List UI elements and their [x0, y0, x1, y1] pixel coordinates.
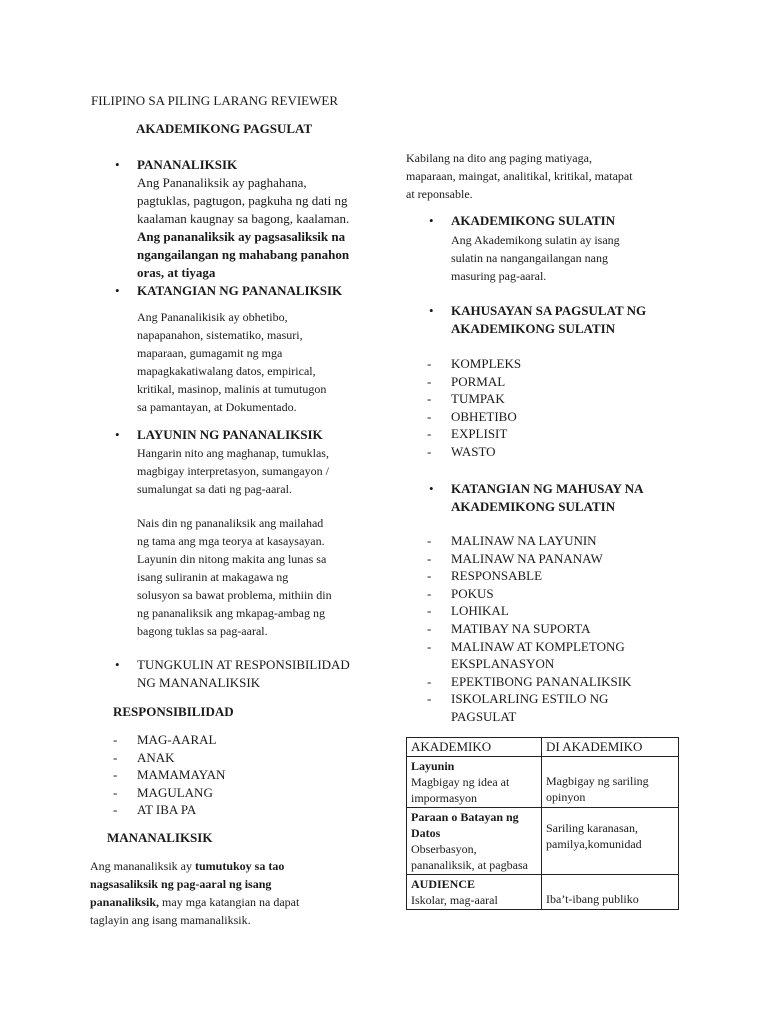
mananaliksik-heading: MANANALIKSIK [107, 830, 213, 845]
text-line: ng tama ang mga teorya at kasaysayan. [137, 534, 325, 548]
list-item: - EPEKTIBONG PANANALIKSIK [427, 673, 632, 689]
text-line: masuring pag-aaral. [451, 269, 547, 283]
text-line: Hangarin nito ang maghanap, tumuklas, [137, 446, 329, 460]
table-cell [542, 875, 679, 910]
row-label: Layunin [411, 759, 455, 773]
kahusayan-list [427, 355, 677, 461]
bullet-icon: • [429, 303, 434, 318]
text-line: AKADEMIKONG SULATIN [451, 499, 616, 514]
list-item: - TUMPAK [427, 391, 505, 407]
table-cell [407, 757, 542, 808]
bullet-icon: • [429, 213, 434, 228]
mananaliksik-text [90, 857, 380, 929]
row-label: Paraan o Batayan ng Datos [411, 810, 519, 840]
list-item: - ANAK [113, 749, 175, 765]
katangian-mahusay-list [427, 532, 677, 726]
list-item: - MALINAW NA LAYUNIN [427, 533, 597, 548]
table-row [407, 875, 679, 910]
pananaliksik-text [137, 174, 377, 282]
text-line: maparaan, gumagamit ng mga [137, 346, 283, 360]
katangian-mahusay-heading [451, 480, 691, 516]
layunin-heading: LAYUNIN NG PANANALIKSIK [137, 427, 323, 442]
bullet-icon: • [115, 427, 120, 442]
cell-text: Iskolar, mag-aaral [411, 893, 498, 907]
table-row [407, 757, 679, 808]
table-header-row [407, 738, 679, 757]
list-item: - MATIBAY NA SUPORTA [427, 620, 591, 636]
list-item-continuation: PAGSULAT [451, 708, 517, 724]
list-item: - WASTO [427, 443, 496, 459]
row-label: AUDIENCE [411, 877, 476, 891]
cell-text: Magbigay ng sariling opinyon [546, 774, 649, 804]
section-title: AKADEMIKONG PAGSULAT [136, 121, 313, 136]
tungkulin-heading [137, 656, 377, 692]
list-item: - MAG-AARAL [113, 732, 217, 747]
cell-text: Iba’t-ibang publiko [546, 892, 639, 906]
text-line: Layunin din nitong makita ang lunas sa [137, 552, 327, 566]
bullet-icon: • [115, 657, 120, 672]
cell-text: Magbigay ng idea at impormasyon [411, 775, 510, 805]
text-line: magbigay interpretasyon, sumangayon / [137, 464, 329, 478]
text-line: sulatin na nangangailangan nang [451, 251, 608, 265]
text-line: Ang Akademikong sulatin ay isang [451, 233, 620, 247]
text-line: pananaliksik, may mga katangian na dapat [90, 895, 300, 909]
text-line: taglayin ang isang mamanaliksik. [90, 913, 251, 927]
cell-text: Sariling karanasan, pamilya,komunidad [546, 821, 642, 851]
text-line: isang suliranin at makagawa ng [137, 570, 289, 584]
responsibilidad-heading: RESPONSIBILIDAD [113, 704, 234, 719]
katangian-text [137, 308, 377, 416]
table-header-cell: AKADEMIKO [407, 738, 542, 757]
text-line: KATANGIAN NG MAHUSAY NA [451, 481, 644, 496]
text-line: Nais din ng pananaliksik ang mailahad [137, 516, 324, 530]
layunin-text-2 [137, 514, 377, 640]
table-cell [542, 757, 679, 808]
text-line: AKADEMIKONG SULATIN [451, 321, 616, 336]
text-line: nagsasaliksik ng pag-aaral ng isang [90, 877, 272, 891]
text-line: mapagkakatiwalang datos, empirical, [137, 364, 316, 378]
text-line: bagong tuklas sa pag-aaral. [137, 624, 268, 638]
text-line: solusyon sa bawat problema, mithiin din [137, 588, 332, 602]
kahusayan-heading [451, 302, 691, 338]
text-line: napapanahon, sistematiko, masuri, [137, 328, 303, 342]
text-line: Kabilang na dito ang paging matiyaga, [406, 151, 592, 165]
text-line: pagtuklas, pagtugon, pagkuha ng dati ng [137, 193, 348, 208]
list-item: - LOHIKAL [427, 603, 509, 619]
list-item: - MALINAW NA PANANAW [427, 550, 603, 566]
responsibilidad-list [113, 731, 333, 819]
table-cell [407, 808, 542, 875]
text-line: Ang mananaliksik ay tumutukoy sa tao [90, 859, 285, 873]
text-line: NG MANANALIKSIK [137, 675, 261, 690]
text-line: Ang Pananalikisik ay obhetibo, [137, 310, 288, 324]
layunin-text [137, 444, 377, 498]
list-item: - MAMAMAYAN [113, 767, 226, 783]
bullet-icon: • [429, 481, 434, 496]
document-title: FILIPINO SA PILING LARANG REVIEWER [91, 93, 338, 108]
list-item: - PORMAL [427, 373, 506, 389]
katangian-heading: KATANGIAN NG PANANALIKSIK [137, 283, 343, 298]
akademikong-sulatin-heading: AKADEMIKONG SULATIN [451, 213, 616, 228]
text-line: at reponsable. [406, 187, 473, 201]
text-line: sa pamantayan, at Dokumentado. [137, 400, 297, 414]
list-item: - EXPLISIT [427, 426, 508, 442]
text-line: kaalaman kaugnay sa bagong, kaalaman. [137, 211, 350, 226]
bullet-icon: • [115, 157, 120, 172]
text-line: sumalungat sa dati ng pag-aaral. [137, 482, 292, 496]
text-line: TUNGKULIN AT RESPONSIBILIDAD [137, 657, 350, 672]
cell-text: Obserbasyon, pananaliksik, at pagbasa [411, 842, 528, 872]
list-item: - MALINAW AT KOMPLETONG [427, 638, 625, 654]
text-line: kritikal, masinop, malinis at tumutugon [137, 382, 327, 396]
table-row [407, 808, 679, 875]
list-item: - POKUS [427, 585, 494, 601]
text-line: maparaan, maingat, analitikal, kritikal, matapat [406, 169, 633, 183]
text-line: ng pananaliksik ang mkapag-ambag ng [137, 606, 325, 620]
list-item: - AT IBA PA [113, 802, 197, 818]
text-line: ngangailangan ng mahabang panahon [137, 247, 350, 262]
text-line: KAHUSAYAN SA PAGSULAT NG [451, 303, 647, 318]
list-item-continuation: EKSPLANASYON [451, 656, 555, 672]
text-line: Ang pananaliksik ay pagsasaliksik na [137, 229, 346, 244]
list-item: - ISKOLARLING ESTILO NG [427, 691, 609, 707]
akademikong-sulatin-text [451, 231, 681, 285]
comparison-table [406, 737, 679, 910]
bullet-icon: • [115, 283, 120, 298]
list-item: - KOMPLEKS [427, 356, 522, 371]
pananaliksik-heading: PANANALIKSIK [137, 157, 238, 172]
table-cell [542, 808, 679, 875]
list-item: - MAGULANG [113, 784, 213, 800]
text-line: oras, at tiyaga [137, 265, 216, 280]
list-item: - RESPONSABLE [427, 568, 543, 584]
intro-text [406, 149, 686, 203]
text-line: Ang Pananaliksik ay paghahana, [137, 175, 307, 190]
table-header-cell: DI AKADEMIKO [542, 738, 679, 757]
list-item: - OBHETIBO [427, 408, 517, 424]
table-cell [407, 875, 542, 910]
